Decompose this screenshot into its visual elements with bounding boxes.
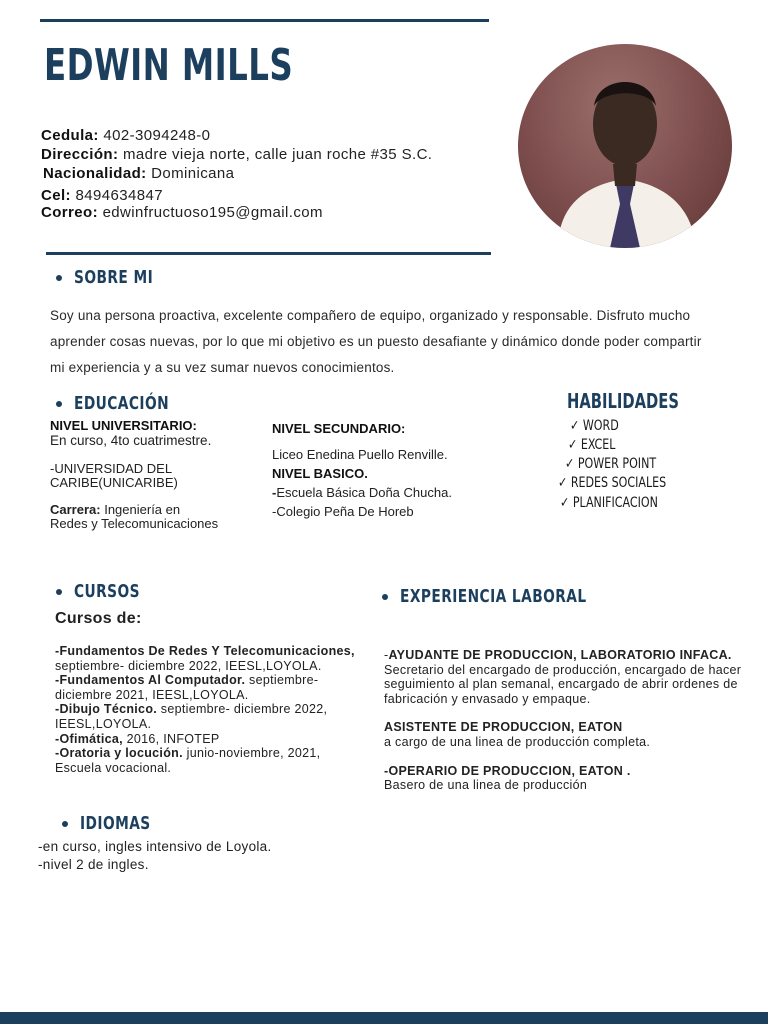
- contact-cedula: Cedula: 402-3094248-0: [41, 127, 211, 144]
- skill-planning: ✓ PLANIFICACION: [560, 495, 658, 511]
- resume-name: EDWIN MILLS: [44, 40, 294, 91]
- top-rule: [40, 19, 489, 22]
- header-rule: [46, 252, 491, 255]
- course-item: -Dibujo Técnico. septiembre- diciembre 2022, IEESL,LOYOLA.: [55, 702, 328, 731]
- university-name: -UNIVERSIDAD DEL CARIBE(UNICARIBE): [50, 461, 178, 490]
- education-heading: EDUCACIÓN: [56, 393, 186, 414]
- bullet-icon: [56, 401, 62, 407]
- about-heading: SOBRE MI: [56, 267, 167, 288]
- secondary-heading: NIVEL SECUNDARIO:: [272, 421, 406, 436]
- basic-school-1: -Escuela Básica Doña Chucha.: [272, 485, 452, 500]
- profile-photo: [518, 44, 732, 248]
- contact-address: Dirección: madre vieja norte, calle juan roche #35 S.C.: [41, 146, 433, 163]
- language-item: -nivel 2 de ingles.: [38, 857, 149, 872]
- courses-heading: CURSOS: [56, 581, 152, 602]
- secondary-school: Liceo Enedina Puello Renville.: [272, 447, 448, 462]
- contact-phone: Cel: 8494634847: [41, 187, 163, 204]
- education-university: [50, 418, 220, 531]
- courses-list: [55, 644, 355, 775]
- course-item: -Oratoria y locución. junio-noviembre, 2021, Escuela vocacional.: [55, 746, 321, 775]
- skill-word: ✓ WORD: [570, 418, 619, 434]
- university-career: Carrera: Ingeniería en Redes y Telecomunicaciones: [50, 502, 219, 531]
- course-item: -Ofimática, 2016, INFOTEP: [55, 731, 220, 746]
- university-heading: NIVEL UNIVERSITARIO:: [50, 418, 197, 433]
- courses-subtitle: Cursos de:: [55, 610, 142, 627]
- skills-heading: HABILIDADES: [567, 389, 680, 413]
- skill-social-media: ✓ REDES SOCIALES: [558, 475, 667, 491]
- contact-email: Correo: edwinfructuoso195@gmail.com: [41, 204, 323, 221]
- skill-powerpoint: ✓ POWER POINT: [565, 456, 657, 472]
- language-item: -en curso, ingles intensivo de Loyola.: [38, 839, 272, 854]
- bullet-icon: [56, 275, 62, 281]
- basic-school-2: -Colegio Peña De Horeb: [272, 504, 414, 519]
- about-text: Soy una persona proactiva, excelente compañero de equipo, organizado y responsable. Disfruto mucho aprender cosas nuevas, por lo que mi objetivo es un puesto desafiante y dinámico donde poder compartir mi experiencia y a su vez sumar nuevos conocimientos.: [50, 308, 702, 375]
- course-item: -Fundamentos Al Computador. septiembre-diciembre 2021, IEESL,LOYOLA.: [55, 673, 319, 702]
- experience-list: [384, 648, 754, 793]
- job-item: ASISTENTE DE PRODUCCION, EATON a cargo de una linea de producción completa.: [384, 720, 651, 749]
- bullet-icon: [382, 594, 388, 600]
- basic-heading: NIVEL BASICO.: [272, 466, 368, 481]
- job-item: -OPERARIO DE PRODUCCION, EATON . Basero de una linea de producción: [384, 763, 631, 793]
- job-item: -AYUDANTE DE PRODUCCION, LABORATORIO INFACA. Secretario del encargado de producción, encargado de hacer seguimiento al plan semanal, encargado de abrir ordenes de fabricación y envasado y empaque.: [384, 648, 742, 706]
- bullet-icon: [56, 589, 62, 595]
- languages-list: [38, 838, 272, 874]
- university-status: En curso, 4to cuatrimestre.: [50, 433, 212, 448]
- course-item: -Fundamentos De Redes Y Telecomunicaciones, septiembre- diciembre 2022, IEESL,LOYOLA.: [55, 644, 355, 673]
- contact-nationality: Nacionalidad: Dominicana: [43, 165, 235, 182]
- education-school: [272, 421, 512, 519]
- bullet-icon: [62, 821, 68, 827]
- skill-excel: ✓ EXCEL: [568, 437, 616, 453]
- experience-heading: EXPERIENCIA LABORAL: [382, 586, 619, 607]
- languages-heading: IDIOMAS: [62, 813, 163, 834]
- footer-bar: [0, 1012, 768, 1024]
